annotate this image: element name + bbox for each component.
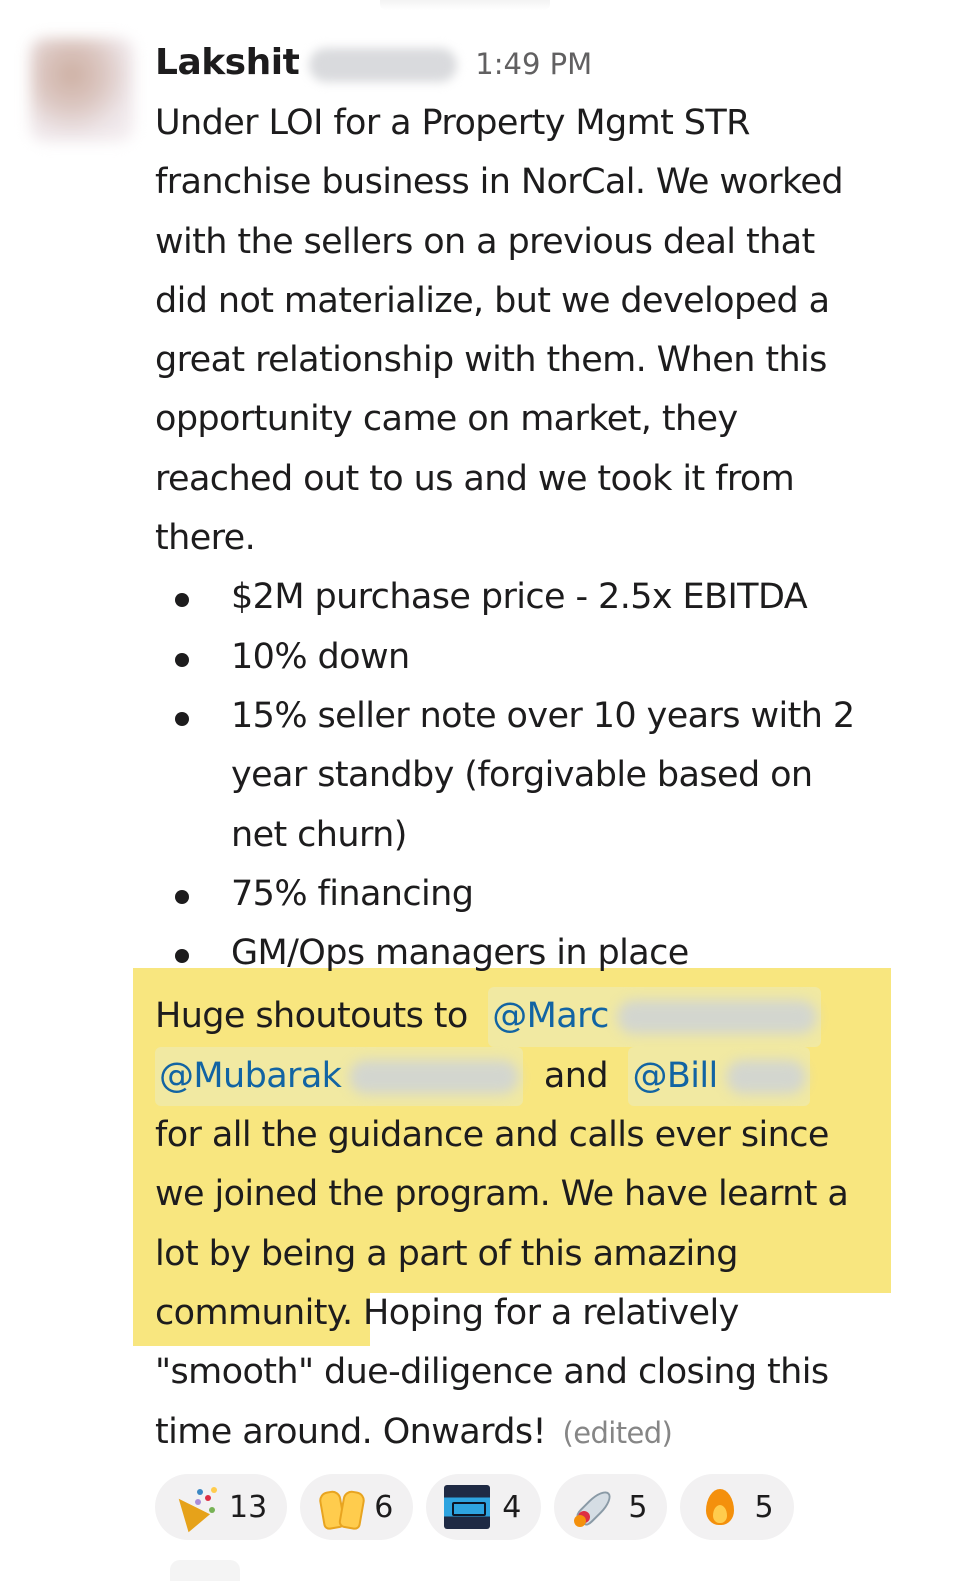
body-line: we joined the program. We have learnt a (155, 1174, 849, 1215)
reaction-count: 5 (754, 1489, 774, 1525)
body-line: "smooth" due-diligence and closing this (155, 1352, 829, 1393)
message-body (155, 94, 915, 1462)
reaction-custom-badge[interactable] (426, 1474, 541, 1540)
mention-label[interactable]: @Bill (632, 1055, 718, 1096)
list-item (155, 628, 915, 687)
add-reaction-edge[interactable] (170, 1560, 240, 1581)
bullet-dot (175, 712, 189, 726)
body-line: Under LOI for a Property Mgmt STR (155, 103, 750, 143)
custom-badge-icon (444, 1485, 490, 1529)
message-header (155, 42, 592, 88)
reaction-raised-hands[interactable] (300, 1474, 413, 1540)
author-name[interactable]: Lakshit (155, 42, 300, 83)
list-item (155, 924, 915, 983)
reactions-bar (155, 1474, 794, 1540)
body-line: with the sellers on a previous deal that (155, 221, 815, 262)
mention-redacted (349, 1060, 519, 1094)
avatar[interactable] (30, 38, 134, 142)
body-line: franchise business in NorCal. We worked (155, 162, 843, 203)
fire-icon (698, 1485, 742, 1529)
and-word: and (543, 1055, 608, 1096)
body-line: for all the guidance and calls ever since (155, 1115, 829, 1156)
reaction-count: 13 (229, 1489, 268, 1525)
mention-bill[interactable] (628, 1047, 809, 1106)
edited-label: (edited) (562, 1415, 673, 1450)
highlighted-word: community. (155, 1292, 353, 1333)
reaction-count: 4 (502, 1489, 522, 1525)
body-line-mixed (155, 1284, 915, 1343)
list-item-text: 10% down (231, 636, 410, 677)
shoutout-intro: Huge shoutouts to (155, 996, 468, 1037)
shoutout-line (155, 1047, 915, 1106)
mention-marc[interactable] (488, 987, 821, 1046)
bullet-dot (175, 949, 189, 963)
list-item-text: $2M purchase price - 2.5x EBITDA (231, 577, 808, 618)
list-item-text: year standby (forgivable based on (231, 755, 813, 796)
list-item (155, 568, 915, 627)
reaction-rocket[interactable] (554, 1474, 667, 1540)
body-text-fragment: time around. Onwards! (155, 1411, 546, 1452)
mention-redacted (726, 1060, 806, 1094)
reaction-count: 6 (374, 1489, 394, 1525)
body-line: did not materialize, but we developed a (155, 280, 830, 321)
message-timestamp[interactable]: 1:49 PM (475, 47, 593, 81)
mention-redacted (617, 1000, 817, 1034)
mention-mubarak[interactable] (155, 1047, 523, 1106)
list-item-text: net churn) (231, 814, 407, 855)
list-item-text: 75% financing (231, 873, 474, 914)
bullet-dot (175, 593, 189, 607)
body-line-final (155, 1403, 915, 1462)
rocket-icon (572, 1485, 616, 1529)
mention-label[interactable]: @Marc (492, 996, 609, 1037)
bullet-dot (175, 890, 189, 904)
party-popper-icon (173, 1485, 217, 1529)
deal-terms-list (155, 568, 915, 983)
body-text-fragment: Hoping for a relatively (352, 1292, 739, 1333)
reaction-fire[interactable] (680, 1474, 793, 1540)
bullet-dot (175, 653, 189, 667)
previous-message-edge (380, 0, 550, 10)
reaction-party-popper[interactable] (155, 1474, 287, 1540)
shoutout-line (155, 987, 915, 1046)
author-lastname-redacted (309, 48, 457, 82)
mention-label[interactable]: @Mubarak (159, 1055, 342, 1096)
list-item (155, 865, 915, 924)
body-line: lot by being a part of this amazing (155, 1233, 738, 1274)
body-line: opportunity came on market, they (155, 399, 738, 440)
body-line: great relationship with them. When this (155, 340, 827, 381)
list-item-text: GM/Ops managers in place (231, 933, 689, 974)
body-line: reached out to us and we took it from (155, 458, 795, 499)
reaction-count: 5 (628, 1489, 648, 1525)
list-item (155, 687, 915, 865)
raised-hands-icon (318, 1485, 362, 1529)
body-line: there. (155, 518, 256, 559)
list-item-text: 15% seller note over 10 years with 2 (231, 695, 855, 736)
